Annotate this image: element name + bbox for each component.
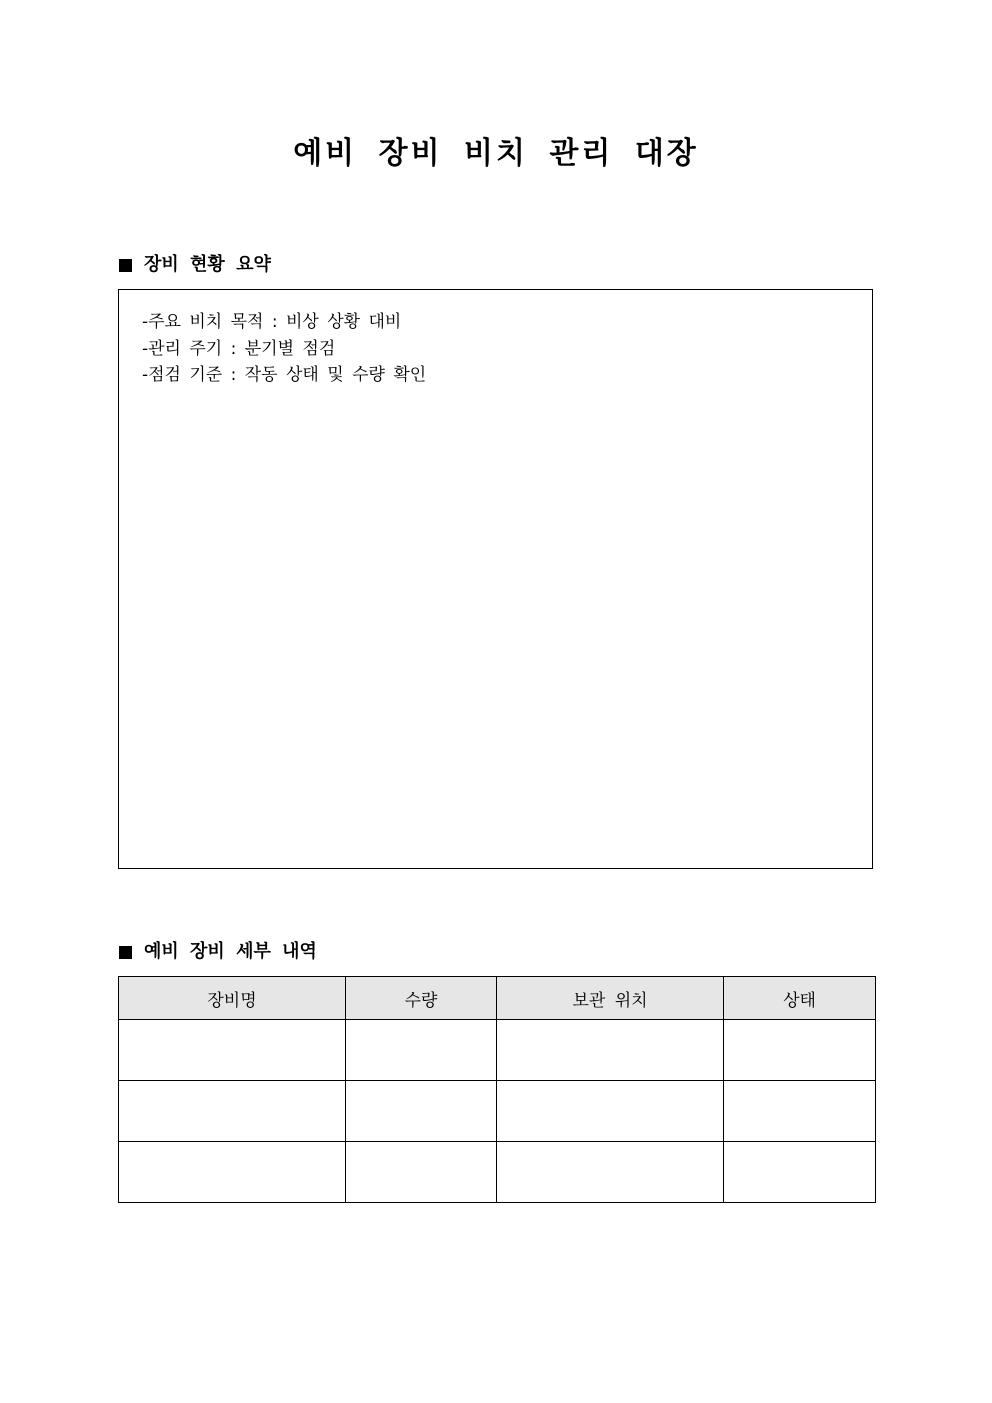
cell-equipment-name[interactable]	[119, 1020, 346, 1081]
column-header-quantity: 수량	[346, 977, 497, 1020]
table-row	[119, 1020, 876, 1081]
detail-section-heading	[119, 940, 317, 964]
column-header-storage-location: 보관 위치	[497, 977, 724, 1020]
summary-box	[118, 289, 873, 869]
cell-status[interactable]	[724, 1081, 876, 1142]
summary-section-heading	[119, 253, 271, 277]
cell-quantity[interactable]	[346, 1020, 497, 1081]
cell-status[interactable]	[724, 1142, 876, 1203]
cell-quantity[interactable]	[346, 1142, 497, 1203]
table-row	[119, 1142, 876, 1203]
black-square-icon	[119, 946, 132, 959]
cell-storage-location[interactable]	[497, 1020, 724, 1081]
column-header-equipment-name: 장비명	[119, 977, 346, 1020]
detail-heading-label: 예비 장비 세부 내역	[144, 941, 317, 962]
document-title: 예비 장비 비치 관리 대장	[293, 136, 699, 171]
table-row	[119, 1081, 876, 1142]
cell-storage-location[interactable]	[497, 1142, 724, 1203]
column-header-status: 상태	[724, 977, 876, 1020]
summary-line-criteria: -점검 기준 : 작동 상태 및 수량 확인	[142, 365, 427, 385]
summary-heading-label: 장비 현황 요약	[144, 254, 271, 275]
summary-line-cycle: -관리 주기 : 분기별 점검	[142, 338, 336, 359]
equipment-detail-table	[118, 976, 876, 1203]
summary-line-purpose: -주요 비치 목적 : 비상 상황 대비	[142, 312, 402, 332]
cell-equipment-name[interactable]	[119, 1081, 346, 1142]
black-square-icon	[119, 259, 132, 272]
cell-quantity[interactable]	[346, 1081, 497, 1142]
table-header-row	[119, 977, 876, 1020]
cell-storage-location[interactable]	[497, 1081, 724, 1142]
cell-equipment-name[interactable]	[119, 1142, 346, 1203]
cell-status[interactable]	[724, 1020, 876, 1081]
